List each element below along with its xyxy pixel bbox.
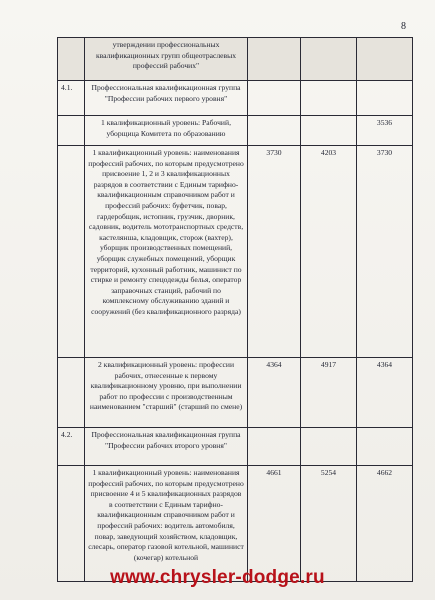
row-text: утверждении профессиональных квалификационных групп общеотраслевых профессий рабочих": [85, 38, 248, 81]
row-number: [58, 358, 85, 428]
salary-table: [57, 37, 413, 582]
row-number: [58, 38, 85, 81]
table-row: [58, 81, 413, 116]
value-cell: 4917: [301, 358, 357, 428]
table-row: [58, 466, 413, 582]
value-cell: [357, 81, 413, 116]
row-number: [58, 466, 85, 582]
value-cell: 4661: [248, 466, 301, 582]
row-number: 4.2.: [58, 428, 85, 466]
value-cell: 4364: [357, 358, 413, 428]
watermark-url: www.chrysler-dodge.ru: [110, 567, 325, 588]
row-number: [58, 116, 85, 146]
value-cell: [248, 81, 301, 116]
table-row: [58, 38, 413, 81]
value-cell: 3730: [357, 146, 413, 358]
value-cell: [248, 116, 301, 146]
value-cell: [357, 428, 413, 466]
row-text: 1 квалификационный уровень: наименования профессий рабочих, по которым предусмотрено присвоение 4 и 5 квалификационных разрядов в соответствии с Единым тарифно-квалификационным справочником работ и профессий рабочих: водитель автомобиля, повар, заведующий хозяйством, кладовщик, слесарь, оператор газовой котельной, машинист (кочегар) котельной: [85, 466, 248, 582]
table-row: [58, 358, 413, 428]
row-text: Профессиональная квалификационная группа "Профессии рабочих второго уровня": [85, 428, 248, 466]
row-number: [58, 146, 85, 358]
value-cell: 3536: [357, 116, 413, 146]
table-row: [58, 146, 413, 358]
value-cell: 4662: [357, 466, 413, 582]
value-cell: 4203: [301, 146, 357, 358]
value-cell: [301, 81, 357, 116]
page-number: 8: [401, 21, 406, 32]
value-cell: 3730: [248, 146, 301, 358]
row-text: Профессиональная квалификационная группа "Профессии рабочих первого уровня": [85, 81, 248, 116]
table-row: [58, 116, 413, 146]
value-cell: [357, 38, 413, 81]
row-text: 1 квалификационный уровень: Рабочий, уборщица Комитета по образованию: [85, 116, 248, 146]
value-cell: [301, 428, 357, 466]
table-row: [58, 428, 413, 466]
value-cell: [301, 116, 357, 146]
row-text: 1 квалификационный уровень: наименования профессий рабочих, по которым предусмотрено присвоение 1, 2 и 3 квалификационных разрядов в соответствии с Единым тарифно-квалификационным справочником работ и профессий рабочих: буфетчик, повар, гардеробщик, истопник, грузчик, дворник, садовник, водитель мототранспортных средств, кастелянша, кладовщик, сторож (вахтер), уборщик производственных помещений, уборщик служебных помещений, уборщик территорий, кухонный работник, машинист по стирке и ремонту спецодежды белья, оператор заправочных станций, рабочий по комплексному обслуживанию зданий и сооружений (без квалификационного разряда): [85, 146, 248, 358]
row-number: 4.1.: [58, 81, 85, 116]
value-cell: [301, 38, 357, 81]
value-cell: 5254: [301, 466, 357, 582]
value-cell: [248, 38, 301, 81]
value-cell: 4364: [248, 358, 301, 428]
row-text: 2 квалификационный уровень: профессии рабочих, отнесенные к первому квалификационному уровню, при выполнении работ по профессии с производственным наименованием "старший" (старший по смене): [85, 358, 248, 428]
value-cell: [248, 428, 301, 466]
